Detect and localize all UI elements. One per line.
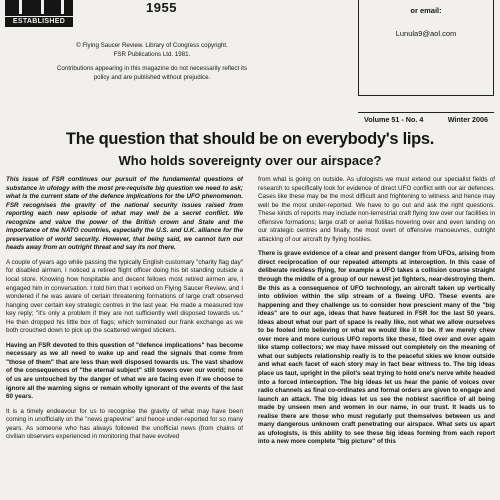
established-banner: ESTABLISHED 1955	[5, 17, 73, 27]
contact-box	[358, 0, 494, 96]
copyright-line	[52, 42, 252, 59]
logo-letter-stroke	[41, 0, 44, 14]
article-paragraph: It is a timely endeavour for us to recognise the gravity of what may have been coming in unofficially on the "news grapevine" and hence under-reported for so many years. As someone who has always followed the unofficial news (from chains of civilian observers experienced in monitoring that have evolved	[6, 407, 243, 441]
logo-letter-stroke	[61, 0, 64, 14]
masthead	[0, 0, 500, 128]
copyright-text: © Flying Saucer Review. Library of Congress copyright.	[76, 42, 228, 49]
volume-number: Volume 51 - No. 4	[364, 115, 424, 124]
logo-letter-stroke	[19, 0, 22, 14]
publisher-text: FSR Publications Ltd. 1981.	[113, 50, 191, 58]
article-headline: The question that should be on everybody's lips.	[65, 130, 435, 148]
article-subheadline: Who holds sovereignty over our airspace?	[118, 153, 382, 168]
contact-email[interactable]: Lunula9@aol.com	[395, 29, 457, 38]
issue-date: Winter 2006	[447, 115, 488, 124]
disclaimer-text: Contributions appearing in this magazine do not necessarily reflect its policy and are published without prejudice.	[56, 65, 248, 81]
article-paragraph	[258, 250, 495, 447]
or-email-label: or email:	[410, 6, 442, 15]
article-column-left	[6, 176, 243, 500]
article-intro-paragraph: This issue of FSR continues our pursuit of the fundamental questions of substance in ufology with the most pre-requisite big question we need to ask; what is the current state of the defence implications for the UFO phenomenon. FSR recognises the gravity of the national security issues raised from reporting each new episode of what may well be a secret conflict. We recognize and value the power of the British crown and State and the importance of the NATO countries, especially the U.S. and U.K. alliance for the preservation of world security. However, that being said, we cannot turn our heads away from an outright threat and say its not there.	[6, 176, 243, 252]
issue-info	[358, 112, 494, 127]
article-paragraph: Having an FSR devoted to this question of "defence implications" has become necessary as we all need to wake up and read the signals that come from "those of them" that are less than well disposed towards us. The vast shadow of the consequences of "the eternal subject" still towers over our world; none of us are untouched by the danger of what we are facing even if we choose to ignore all the warning signs or remain wholly ignorant of the events of the last 60 years.	[6, 341, 243, 401]
fsr-logo	[5, 0, 73, 16]
founding-year: 1955	[146, 0, 177, 15]
article-paragraph: A couple of years ago while passing the typically English customary "charity flag day" for disabled airmen, I noticed a retired flight officer doing his bit standing outside a local store. Knowing how hospitable and decent fellows most retired airmen are, I engaged him in conversation. I told him that I worked on Flying Saucer Review, and I wondered if he was aware of certain threatening formations of large craft observed hanging over certain key strategic centres in the last year. He made a measured low key reply; "it's only a problem if they are not sufficiently well disposed towards us." He then dropped his little box of flags; which terminated our frank exchange as we both crouched down to pick up the scattered winged stickers.	[6, 258, 243, 335]
article-column-right	[258, 176, 495, 500]
article-paragraph: from what is going on outside. As ufologists we must extend our specialist fields of research to specifically look for evidence of direct UFO conflict with our air defences. Cases like these may be the most difficult and frightening to witness and hence may well be the most under-reported. We have to go out and ask the right questions. These kinds of reports may include non-terrestrial craft flying low over our facilities in offensive formations; large craft or aerial flotillas hovering over and even landing on our strategic centres and finally, the most overt of offensive manoeuvres, outright attacking of our aircraft by flying hostiles.	[258, 176, 495, 243]
article-paragraph-bold: There is grave evidence of a clear and present danger from UFOs, arising from direct reciprocation of our repeated attempts at interception. In this case of deliberate reckless flying, for example a UFO takes a collision course straight through the middle of a group of our newest jet fighters, near-destroying them. Be this as a consequence of UFO technology, an aircraft taken up vertically into oblivion within the slip stream of a fleeing UFO. These events are happening and they challenge us to consider how prescient many of the "big ideas" are to our age, ideas that have featured in FSR for the last 50 years. Ideas about what our part of space is really like, not what we allow ourselves to be fooled into believing or what we would like it to be. If we merely chew over more and more curious UFO reports like these, filed over and over again like stamp collectors; we may have missed out completely on the meaning of what our subjects relationship really is to the peaceful skies we know outside and what each facet of each story may in fact bear witness to. The big ideas place us taut, upright in the pilot's seat trying to hold one's nerve while headed into a forced interception. The big ideas let us hear the panic of voices over radio channels as final co-ordinates and formal orders are given to engage and launch an attack. The big ideas let us see the noblest sacrifice of all being made by unseen men and women in our name, in our trust. It leads us to realise there are those who must regularly put themselves between us and many dangerous unknown craft penetrating our airspace. What sets us apart as ufologists, is this ability to see these big ideas forming from each report into a new more complete "big picture" of this	[258, 250, 495, 446]
copyright-notice	[52, 42, 252, 88]
